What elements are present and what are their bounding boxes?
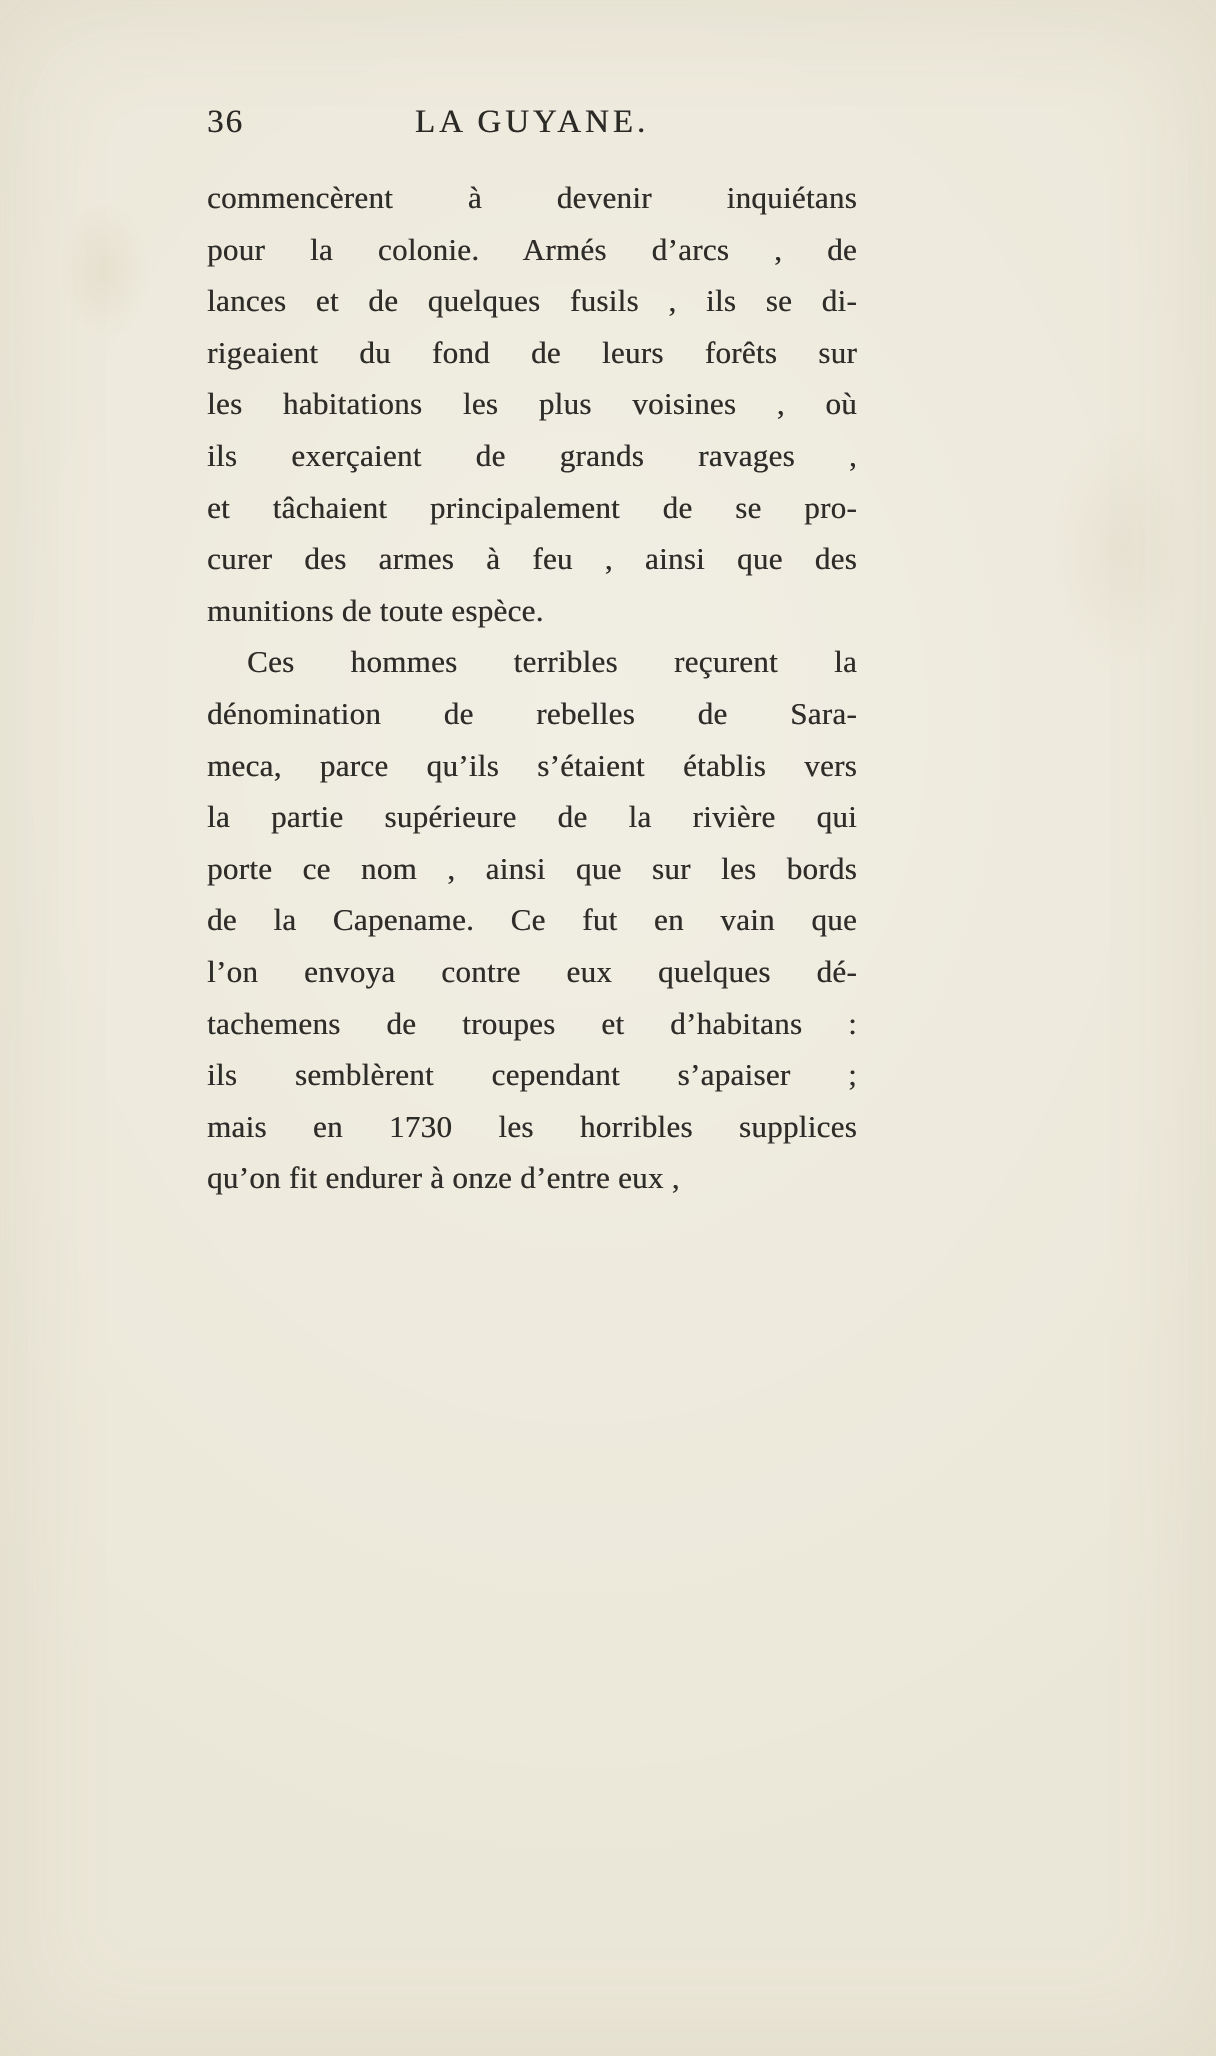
text-line: de la Capename. Ce fut en vain que <box>207 902 857 938</box>
paper-stain <box>60 200 150 340</box>
text-line: commencèrent à devenir inquiétans <box>207 180 857 215</box>
text-line: pour la colonie. Armés d’arcs , de <box>207 231 857 267</box>
text-line: Ces hommes terribles reçurent la <box>247 644 857 680</box>
text-line: meca, parce qu’ils s’étaient établis vers <box>207 747 857 783</box>
paragraph <box>207 172 857 636</box>
text-line: qu’on fit endurer à onze d’entre eux , <box>207 1160 680 1196</box>
text-line: et tâchaient principalement de se pro- <box>207 489 857 525</box>
text-line: curer des armes à feu , ainsi que des <box>207 541 857 577</box>
text-line: la partie supérieure de la rivière qui <box>207 799 857 835</box>
running-header: LA GUYANE. <box>414 104 650 140</box>
paper-stain <box>1050 420 1190 680</box>
text-line: tachemens de troupes et d’habitans : <box>207 1005 857 1041</box>
text-line: les habitations les plus voisines , où <box>207 386 857 422</box>
paragraph <box>207 636 857 1204</box>
text-line: ils exerçaient de grands ravages , <box>207 437 857 473</box>
page-number: 36 <box>207 104 244 140</box>
text-line: ils semblèrent cependant s’apaiser ; <box>207 1057 857 1093</box>
text-line: mais en 1730 les horribles supplices <box>207 1108 857 1144</box>
text-block <box>207 172 857 1204</box>
text-line: rigeaient du fond de leurs forêts sur <box>207 334 857 370</box>
text-line: dénomination de rebelles de Sara- <box>207 695 857 731</box>
text-line: lances et de quelques fusils , ils se di- <box>207 283 857 319</box>
text-line: porte ce nom , ainsi que sur les bords <box>207 850 857 886</box>
page-header <box>207 104 857 150</box>
text-line: munitions de toute espèce. <box>207 592 544 628</box>
text-line: l’on envoya contre eux quelques dé- <box>207 953 857 989</box>
